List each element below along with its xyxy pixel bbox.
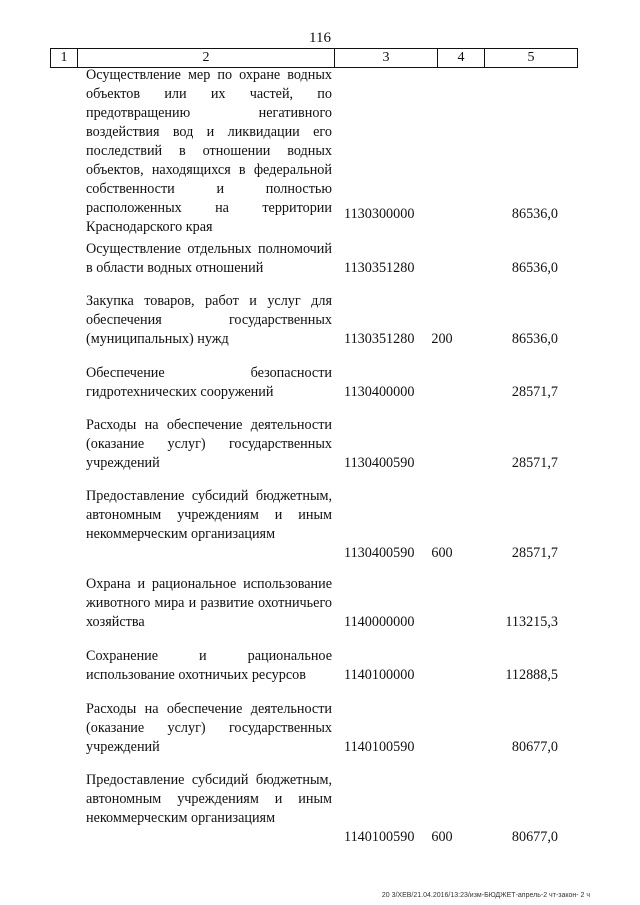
row-description: Охрана и рациональное использование животного мира и развитие охотничьего хозяйства [86, 576, 332, 630]
row-code: 1130351280 [344, 260, 415, 276]
row-amount: 28571,7 [511, 384, 558, 400]
row-amount: 80677,0 [511, 739, 558, 755]
row-code: 1130300000 [344, 206, 415, 222]
row-description: Расходы на обеспечение деятельности (оказание услуг) государственных учреждений [86, 417, 332, 471]
row-code: 1140100590 [344, 829, 415, 845]
row-code: 1140100590 [344, 739, 415, 755]
row-amount: 86536,0 [511, 260, 558, 276]
page-number: 116 [309, 30, 331, 46]
header-col-4: 4 [438, 49, 485, 67]
row-amount: 28571,7 [511, 455, 558, 471]
row-description: Закупка товаров, работ и услуг для обеспечения государственных (муниципальных) нужд [86, 293, 332, 347]
row-type: 200 [431, 331, 453, 347]
row-amount: 80677,0 [511, 829, 558, 845]
row-amount: 112888,5 [505, 667, 558, 683]
footer-stamp: 20 3/ХЕВ/21.04.2016/13:23/изм-БЮДЖЕТ-апрель-2 чт-закон- 2 ч [381, 892, 590, 899]
table-header [50, 48, 578, 68]
header-col-3: 3 [335, 49, 438, 67]
row-amount: 113215,3 [505, 614, 558, 630]
row-amount: 86536,0 [511, 206, 558, 222]
row-code: 1130400000 [344, 384, 415, 400]
row-type: 600 [431, 545, 453, 561]
row-amount: 28571,7 [511, 545, 558, 561]
row-code: 1130351280 [344, 331, 415, 347]
row-code: 1140100000 [344, 667, 415, 683]
header-col-2: 2 [78, 49, 335, 67]
row-description: Обеспечение безопасности гидротехнических сооружений [86, 365, 332, 400]
row-description: Осуществление мер по охране водных объектов или их частей, по предотвращению негативного воздействия вод и ликвидации его последствий в отношении водных объектов, находящихся в федеральной собственности и полностью расположенных на территории Краснодарского края [86, 67, 332, 235]
row-amount: 86536,0 [511, 331, 558, 347]
row-code: 1140000000 [344, 614, 415, 630]
row-description: Предоставление субсидий бюджетным, автономным учреждениям и иным некоммерческим организациям [86, 488, 332, 542]
row-code: 1130400590 [344, 545, 415, 561]
header-col-5: 5 [527, 50, 535, 65]
row-type: 600 [431, 829, 453, 845]
row-description: Сохранение и рациональное использование охотничьих ресурсов [86, 648, 332, 683]
header-col-1: 1 [51, 49, 78, 67]
row-code: 1130400590 [344, 455, 415, 471]
row-description: Предоставление субсидий бюджетным, автономным учреждениям и иным некоммерческим организациям [86, 772, 332, 826]
row-description: Осуществление отдельных полномочий в области водных отношений [86, 241, 332, 276]
row-description: Расходы на обеспечение деятельности (оказание услуг) государственных учреждений [86, 701, 332, 755]
